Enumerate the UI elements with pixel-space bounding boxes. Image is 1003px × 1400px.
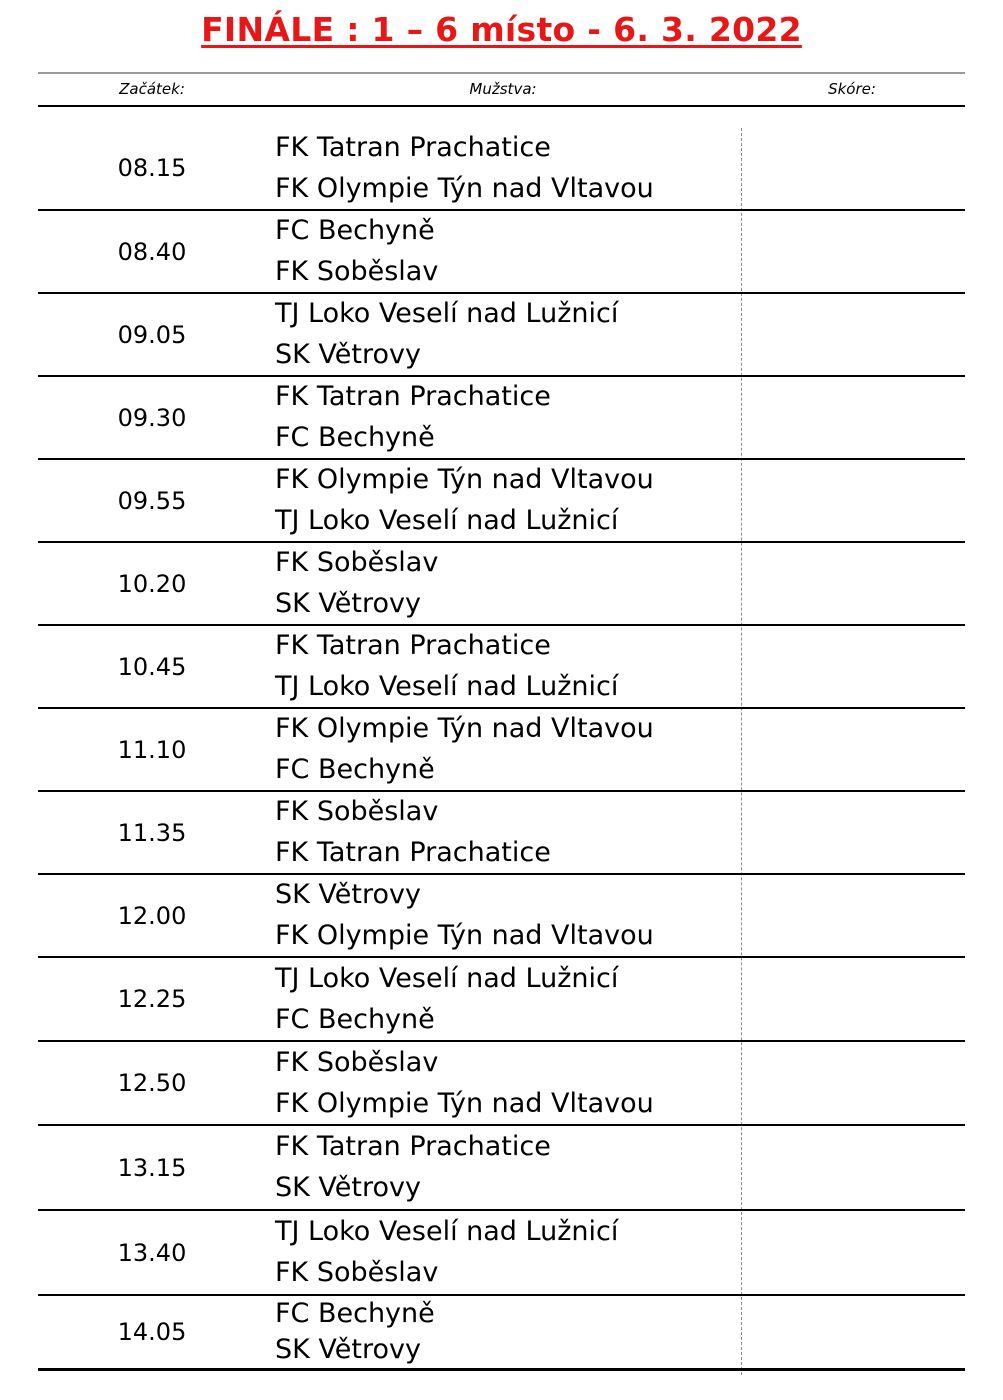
match-teams: [275, 875, 654, 956]
match-teams: [275, 626, 618, 707]
home-team: TJ Loko Veselí nad Lužnicí: [275, 962, 619, 994]
top-divider: [38, 72, 965, 74]
match-teams: [275, 1042, 654, 1124]
match-row: [38, 294, 965, 377]
away-team: FC Bechyně: [275, 421, 435, 453]
match-start-time: 10.20: [117, 569, 187, 598]
match-score: [742, 709, 965, 790]
column-header-score: Skóre:: [828, 80, 876, 98]
away-team: FK Olympie Týn nad Vltavou: [275, 919, 654, 951]
away-team: TJ Loko Veselí nad Lužnicí: [275, 670, 619, 702]
match-score: [742, 958, 965, 1040]
home-team: SK Větrovy: [275, 879, 421, 911]
match-start-time: 11.35: [117, 818, 187, 847]
match-row: [38, 377, 965, 460]
away-team: SK Větrovy: [275, 1172, 421, 1204]
match-row: [38, 875, 965, 958]
match-row: [38, 460, 965, 543]
match-start-time: 13.15: [117, 1153, 187, 1182]
match-row: [38, 626, 965, 709]
match-teams: [275, 294, 618, 375]
match-teams: [275, 460, 654, 541]
away-team: FK Soběslav: [275, 255, 439, 287]
column-header-start: Začátek:: [119, 80, 185, 98]
home-team: FK Tatran Prachatice: [275, 381, 551, 413]
page-title: FINÁLE : 1 – 6 místo - 6. 3. 2022: [201, 10, 802, 49]
match-score: [742, 875, 965, 956]
match-score: [742, 211, 965, 292]
home-team: FK Olympie Týn nad Vltavou: [275, 464, 654, 496]
home-team: FK Soběslav: [275, 1046, 439, 1078]
home-team: FC Bechyně: [275, 215, 435, 247]
match-start-time: 10.45: [117, 652, 187, 681]
home-team: FC Bechyně: [275, 1298, 435, 1329]
match-row: [38, 1296, 965, 1371]
away-team: FK Tatran Prachatice: [275, 836, 551, 868]
match-teams: [275, 1296, 435, 1368]
match-score: [742, 377, 965, 458]
away-team: FC Bechyně: [275, 1003, 435, 1035]
match-row: [38, 543, 965, 626]
match-score: [742, 543, 965, 624]
away-team: FC Bechyně: [275, 753, 435, 785]
match-start-time: 09.30: [117, 403, 187, 432]
match-teams: [275, 127, 654, 209]
match-start-time: 11.10: [117, 735, 187, 764]
match-teams: [275, 1126, 551, 1209]
home-team: FK Soběslav: [275, 547, 439, 579]
home-team: FK Olympie Týn nad Vltavou: [275, 713, 654, 745]
match-row: [38, 1126, 965, 1211]
match-score: [742, 1296, 965, 1368]
match-teams: [275, 958, 618, 1040]
match-row: [38, 792, 965, 875]
home-team: FK Soběslav: [275, 796, 439, 828]
match-start-time: 09.55: [117, 486, 187, 515]
match-row: [38, 1211, 965, 1296]
away-team: FK Olympie Týn nad Vltavou: [275, 1087, 654, 1119]
away-team: FK Olympie Týn nad Vltavou: [275, 172, 654, 204]
match-start-time: 12.50: [117, 1069, 187, 1097]
match-row: [38, 211, 965, 294]
away-team: TJ Loko Veselí nad Lužnicí: [275, 504, 619, 536]
match-start-time: 12.25: [117, 985, 187, 1013]
match-score: [742, 626, 965, 707]
away-team: SK Větrovy: [275, 587, 421, 619]
match-score: [742, 1211, 965, 1294]
header-divider: [38, 105, 965, 107]
home-team: TJ Loko Veselí nad Lužnicí: [275, 1215, 619, 1247]
match-score: [742, 127, 965, 209]
away-team: SK Větrovy: [275, 338, 421, 370]
match-teams: [275, 709, 654, 790]
home-team: FK Tatran Prachatice: [275, 1130, 551, 1162]
match-table: [38, 127, 965, 1371]
home-team: FK Tatran Prachatice: [275, 630, 551, 662]
match-row: [38, 709, 965, 792]
match-score: [742, 792, 965, 873]
match-score: [742, 294, 965, 375]
away-team: FK Soběslav: [275, 1257, 439, 1289]
home-team: TJ Loko Veselí nad Lužnicí: [275, 298, 619, 330]
match-row: [38, 958, 965, 1042]
match-start-time: 09.05: [117, 320, 187, 349]
match-row: [38, 1042, 965, 1126]
match-teams: [275, 211, 438, 292]
table-header: [0, 80, 1003, 102]
match-teams: [275, 1211, 618, 1294]
match-score: [742, 1042, 965, 1124]
match-start-time: 14.05: [117, 1318, 187, 1346]
column-header-teams: Mužstva:: [469, 80, 537, 98]
match-start-time: 13.40: [117, 1238, 187, 1267]
match-start-time: 08.40: [117, 237, 187, 266]
match-teams: [275, 543, 438, 624]
match-score: [742, 460, 965, 541]
match-teams: [275, 377, 551, 458]
match-score: [742, 1126, 965, 1209]
match-teams: [275, 792, 551, 873]
home-team: FK Tatran Prachatice: [275, 131, 551, 163]
away-team: SK Větrovy: [275, 1334, 421, 1365]
match-start-time: 12.00: [117, 901, 187, 930]
match-row: [38, 127, 965, 211]
match-start-time: 08.15: [117, 154, 187, 182]
